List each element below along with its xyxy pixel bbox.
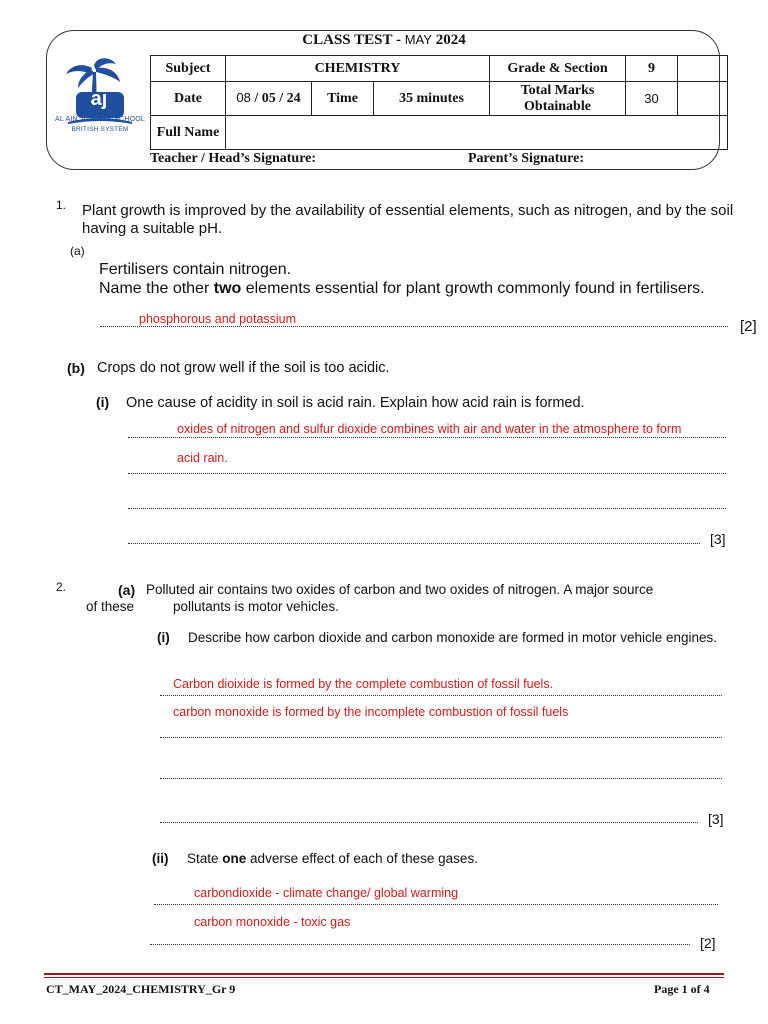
q2aii-answer2[interactable]: carbon monoxide - toxic gas [194, 915, 351, 929]
q2ai-answer-line1 [160, 695, 722, 696]
time-label: Time [312, 82, 374, 116]
q1a-answer[interactable]: phosphorous and potassium [139, 312, 297, 326]
page-title: CLASS TEST - MAY 2024 [302, 32, 466, 48]
q2a-line1: Polluted air contains two oxides of carbon and two oxides of nitrogen. A major source [146, 582, 654, 597]
header-table [150, 55, 728, 150]
q1bi-answer2[interactable]: acid rain. [177, 451, 228, 465]
q1-stem-line1: Plant growth is improved by the availability of essential elements, such as nitrogen, and by the soil [82, 202, 734, 219]
footer-doc-code: CT_MAY_2024_CHEMISTRY_Gr 9 [46, 982, 236, 996]
q2a-line2: pollutants is motor vehicles. [173, 599, 339, 614]
q1bi-answer1[interactable]: oxides of nitrogen and sulfur dioxide combines with air and water in the atmosphere to form [177, 422, 682, 436]
q2a-line2-pre: of these [86, 599, 135, 614]
subject-value: CHEMISTRY [226, 56, 490, 82]
subject-label: Subject [151, 56, 226, 82]
q1a-line1: Fertilisers contain nitrogen. [99, 261, 292, 278]
q1b-label: (b) [67, 360, 85, 376]
date-label: Date [151, 82, 226, 116]
q2ai-answer-line2 [160, 737, 722, 738]
q2ai-answer-line3 [160, 778, 722, 779]
q1a-marks: [2] [740, 318, 757, 335]
q1-stem-line2: having a suitable pH. [82, 220, 223, 237]
q2aii-answer-line1 [154, 904, 718, 905]
teacher-signature-label: Teacher / Head’s Signature: [150, 151, 317, 166]
q1bi-text: One cause of acidity in soil is acid rain. Explain how acid rain is formed. [126, 395, 585, 411]
q1bi-marks: [3] [710, 531, 726, 547]
school-name: AL AIN JUNIORS SCHOOL [55, 116, 145, 123]
grade-value: 9 [626, 56, 678, 82]
q2-number: 2. [56, 580, 67, 594]
footer-rule-thin [44, 977, 724, 978]
parent-signature-label: Parent’s Signature: [468, 151, 585, 166]
grade-section-label: Grade & Section [490, 56, 626, 82]
footer-rule-thick [44, 973, 724, 975]
obtained-marks-field[interactable] [678, 82, 728, 116]
q1bi-answer-line1 [128, 437, 726, 438]
q2ai-label: (i) [157, 630, 170, 645]
q1a-answer-line [100, 326, 728, 327]
date-value[interactable]: 08 / 05 / 24 [226, 82, 312, 116]
q2aii-marks: [2] [700, 935, 716, 951]
q1-number: 1. [56, 198, 67, 212]
logo-letters: aj [90, 88, 108, 110]
q1bi-label: (i) [96, 394, 110, 410]
q2ai-marks: [3] [708, 811, 724, 827]
q1bi-answer-line2 [128, 473, 726, 474]
total-marks-value: 30 [626, 82, 678, 116]
q2aii-label: (ii) [152, 851, 169, 866]
q1b-text: Crops do not grow well if the soil is too acidic. [97, 360, 390, 376]
q2aii-answer1[interactable]: carbondioxide - climate change/ global warming [194, 886, 459, 900]
q2ai-answer2[interactable]: carbon monoxide is formed by the incomplete combustion of fossil fuels [173, 705, 569, 719]
q1bi-answer-line4 [128, 543, 700, 544]
q2a-label: (a) [118, 582, 136, 598]
grade-extra-cell [678, 56, 728, 82]
q2ai-answer1[interactable]: Carbon dioixide is formed by the complete combustion of fossil fuels. [173, 677, 554, 691]
school-system: BRITISH SYSTEM [71, 126, 129, 133]
q2aii-answer-line2 [150, 944, 690, 945]
q1a-label: (a) [70, 244, 85, 258]
q2aii-text: State one adverse effect of each of these gases. [187, 851, 478, 866]
footer-page-number: Page 1 of 4 [654, 982, 710, 996]
time-value: 35 minutes [374, 82, 490, 116]
full-name-field[interactable] [226, 116, 728, 150]
total-marks-label: Total Marks Obtainable [490, 82, 626, 116]
q2ai-text: Describe how carbon dioxide and carbon monoxide are formed in motor vehicle engines. [188, 630, 718, 645]
q1a-line2: Name the other two elements essential for plant growth commonly found in fertilisers. [99, 280, 705, 297]
q2ai-answer-line4 [160, 822, 698, 823]
q1bi-answer-line3 [128, 508, 726, 509]
full-name-label: Full Name [151, 116, 226, 150]
